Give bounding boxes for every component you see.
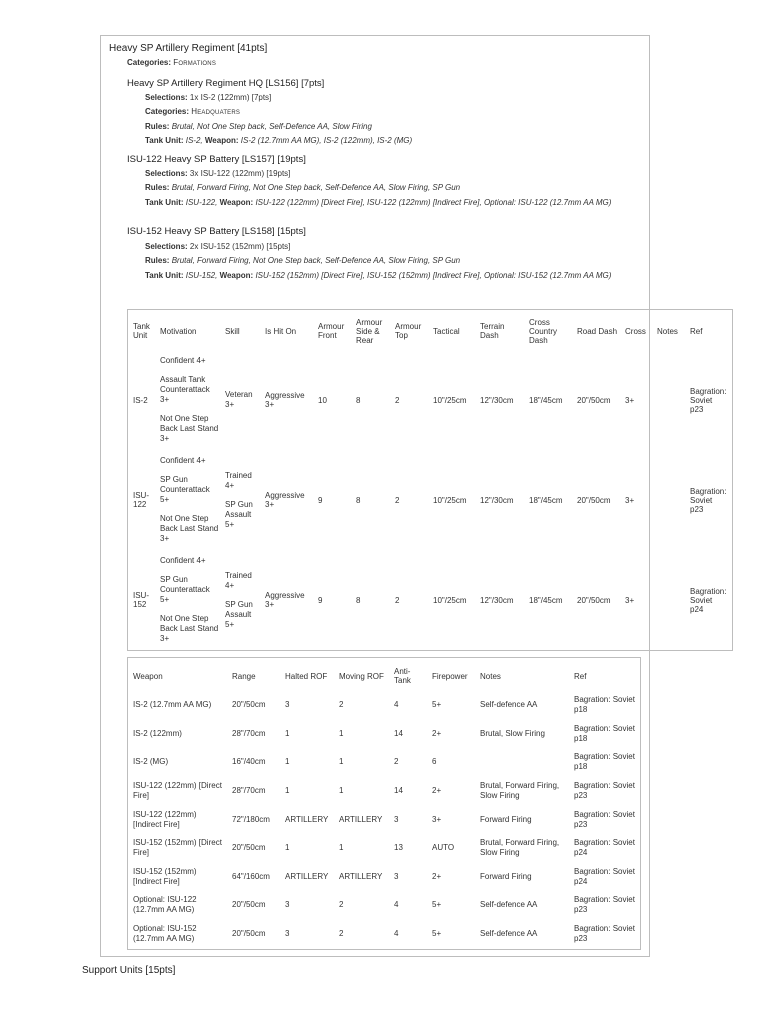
- th-road-dash: Road Dash: [577, 326, 618, 336]
- cell-anti-tank: 4: [394, 929, 399, 939]
- cell-range: 16"/40cm: [232, 757, 266, 767]
- cell-road-dash: 20"/50cm: [577, 595, 611, 605]
- cell-armour-side: 8: [356, 495, 361, 505]
- cell-tank-unit: IS-2: [133, 395, 148, 405]
- cell-firepower: AUTO: [432, 843, 455, 853]
- cell-moving-rof: ARTILLERY: [339, 871, 383, 881]
- cell-weapon-notes: Self-defence AA: [480, 900, 538, 910]
- cell-is-hit-on: Aggressive 3+: [265, 491, 305, 509]
- hq-tank-unit: Tank Unit: IS-2, Weapon: IS-2 (12.7mm AA MG), IS-2 (122mm), IS-2 (MG): [145, 136, 413, 145]
- cell-weapon-ref: Bagration: Soviet p18: [574, 752, 635, 772]
- th-firepower: Firepower: [432, 671, 468, 681]
- th-moving-rof: Moving ROF: [339, 671, 384, 681]
- cell-moving-rof: 2: [339, 900, 344, 910]
- cell-weapon: IS-2 (12.7mm AA MG): [133, 700, 212, 710]
- weapon-table-row: [130, 777, 638, 806]
- weapon-table-row: [130, 805, 638, 834]
- cell-weapon-ref: Bagration: Soviet p18: [574, 695, 635, 715]
- tank-unit-table: [130, 312, 730, 650]
- cell-tactical: 10"/25cm: [433, 495, 467, 505]
- cell-anti-tank: 4: [394, 900, 399, 910]
- cell-motivation-line: SP Gun Counterattack 5+: [160, 475, 210, 504]
- cell-motivation: [157, 450, 222, 550]
- th-weapon: Weapon: [133, 671, 163, 681]
- cell-tank-unit: ISU-122: [133, 491, 149, 509]
- cell-firepower: 5+: [432, 900, 442, 910]
- weapon-table-row: [130, 748, 638, 777]
- isu122-rules: Rules: Brutal, Forward Firing, Not One Step back, Self-Defence AA, Slow Firing, SP Gun: [145, 183, 461, 192]
- tank-table-row: [130, 450, 730, 550]
- cell-halted-rof: ARTILLERY: [285, 871, 329, 881]
- cell-skill: [222, 450, 262, 550]
- cell-weapon-ref: Bagration: Soviet p24: [574, 866, 635, 886]
- cell-motivation-line: Confident 4+: [160, 456, 206, 465]
- cell-moving-rof: 1: [339, 728, 344, 738]
- cell-notes: [654, 350, 687, 450]
- cell-range: 64"/160cm: [232, 871, 270, 881]
- cell-notes: [654, 550, 687, 650]
- cell-motivation-line: Assault Tank Counterattack 3+: [160, 375, 210, 404]
- cell-range: 20"/50cm: [232, 843, 266, 853]
- cell-motivation-line: Not One Step Back Last Stand 3+: [160, 514, 219, 543]
- cell-weapon-notes: [477, 748, 571, 777]
- th-notes: Notes: [657, 326, 678, 336]
- cell-is-hit-on: Aggressive 3+: [265, 391, 305, 409]
- cell-skill-line: Veteran 3+: [225, 390, 253, 409]
- cell-weapon-notes: Forward Firing: [480, 814, 532, 824]
- cell-firepower: 5+: [432, 700, 442, 710]
- cell-road-dash: 20"/50cm: [577, 395, 611, 405]
- th-armour-side: Armour Side & Rear: [356, 317, 383, 345]
- hq-categories: Categories: Headquaters: [145, 107, 241, 116]
- th-armour-front: Armour Front: [318, 322, 345, 340]
- cell-road-dash: 20"/50cm: [577, 495, 611, 505]
- cell-skill: [222, 550, 262, 650]
- cell-motivation-line: Not One Step Back Last Stand 3+: [160, 414, 219, 443]
- cell-weapon: IS-2 (MG): [133, 757, 169, 767]
- isu122-selections: Selections: 3x ISU-122 (122mm) [19pts]: [145, 169, 291, 178]
- th-cross: Cross: [625, 326, 646, 336]
- cell-moving-rof: 1: [339, 786, 344, 796]
- cell-skill: [222, 350, 262, 450]
- weapon-table-header-row: [130, 661, 638, 691]
- th-weapon-ref: Ref: [574, 671, 587, 681]
- cell-range: 28"/70cm: [232, 728, 266, 738]
- cell-armour-top: 2: [395, 495, 400, 505]
- hq-rules: Rules: Brutal, Not One Step back, Self-Defence AA, Slow Firing: [145, 122, 372, 131]
- weapon-table-row: [130, 891, 638, 920]
- cell-armour-front: 9: [318, 595, 323, 605]
- cell-skill-line: SP Gun Assault 5+: [225, 599, 253, 629]
- cell-firepower: 3+: [432, 814, 442, 824]
- cell-firepower: 2+: [432, 871, 442, 881]
- cell-tactical: 10"/25cm: [433, 395, 467, 405]
- cell-halted-rof: 3: [285, 900, 290, 910]
- cell-weapon-ref: Bagration: Soviet p23: [574, 809, 635, 829]
- cell-anti-tank: 2: [394, 757, 399, 767]
- cell-armour-front: 9: [318, 495, 323, 505]
- cell-halted-rof: ARTILLERY: [285, 814, 329, 824]
- cell-range: 72"/180cm: [232, 814, 270, 824]
- weapon-table-row: [130, 720, 638, 749]
- th-cross-country-dash: Cross Country Dash: [529, 317, 558, 345]
- weapon-table-row: [130, 863, 638, 892]
- isu122-section-title: ISU-122 Heavy SP Battery [LS157] [19pts]: [127, 154, 306, 165]
- cell-weapon-ref: Bagration: Soviet p23: [574, 781, 635, 801]
- cell-armour-top: 2: [395, 395, 400, 405]
- cell-anti-tank: 14: [394, 728, 403, 738]
- cell-anti-tank: 4: [394, 700, 399, 710]
- weapon-table-row: [130, 691, 638, 720]
- isu152-tank-unit: Tank Unit: ISU-152, Weapon: ISU-152 (152mm) [Direct Fire], ISU-152 (152mm) [Indirect Fire], Optional: ISU-152 (12.7mm AA MG): [145, 271, 612, 280]
- cell-weapon: ISU-122 (122mm) [Direct Fire]: [133, 781, 222, 801]
- cell-moving-rof: ARTILLERY: [339, 814, 383, 824]
- cell-halted-rof: 3: [285, 700, 290, 710]
- cell-range: 20"/50cm: [232, 900, 266, 910]
- cell-terrain-dash: 12"/30cm: [480, 595, 514, 605]
- regiment-title: Heavy SP Artillery Regiment [41pts]: [109, 43, 268, 54]
- th-is-hit-on: Is Hit On: [265, 326, 297, 336]
- weapon-table-row: [130, 834, 638, 863]
- isu152-section-title: ISU-152 Heavy SP Battery [LS158] [15pts]: [127, 226, 306, 237]
- cell-weapon-ref: Bagration: Soviet p23: [574, 924, 635, 944]
- th-terrain-dash: Terrain Dash: [480, 322, 505, 340]
- hq-section-title: Heavy SP Artillery Regiment HQ [LS156] [7pts]: [127, 78, 325, 89]
- cell-firepower: 5+: [432, 929, 442, 939]
- cell-range: 20"/50cm: [232, 929, 266, 939]
- cell-weapon-notes: Brutal, Forward Firing, Slow Firing: [480, 838, 560, 858]
- cell-armour-front: 10: [318, 395, 327, 405]
- cell-anti-tank: 3: [394, 814, 399, 824]
- cell-weapon-ref: Bagration: Soviet p23: [574, 895, 635, 915]
- cell-ref: Bagration: Soviet p24: [690, 586, 727, 614]
- cell-weapon-notes: Self-defence AA: [480, 929, 538, 939]
- cell-motivation: [157, 550, 222, 650]
- cell-halted-rof: 3: [285, 929, 290, 939]
- cell-skill-line: SP Gun Assault 5+: [225, 499, 253, 529]
- cell-skill-line: Trained 4+: [225, 570, 252, 590]
- regiment-categories: Categories: Formations: [127, 58, 217, 67]
- cell-terrain-dash: 12"/30cm: [480, 495, 514, 505]
- cell-weapon-notes: Self-defence AA: [480, 700, 538, 710]
- th-halted-rof: Halted ROF: [285, 671, 328, 681]
- th-motivation: Motivation: [160, 326, 197, 336]
- th-skill: Skill: [225, 326, 240, 336]
- isu122-tank-unit: Tank Unit: ISU-122, Weapon: ISU-122 (122mm) [Direct Fire], ISU-122 (122mm) [Indirect Fire], Optional: ISU-122 (12.7mm AA MG): [145, 198, 612, 207]
- cell-weapon: Optional: ISU-152 (12.7mm AA MG): [133, 924, 197, 944]
- cell-halted-rof: 1: [285, 757, 290, 767]
- cell-cross-country-dash: 18"/45cm: [529, 395, 563, 405]
- cell-armour-side: 8: [356, 595, 361, 605]
- th-anti-tank: Anti-Tank: [394, 667, 411, 685]
- cell-armour-side: 8: [356, 395, 361, 405]
- cell-anti-tank: 3: [394, 871, 399, 881]
- cell-moving-rof: 2: [339, 700, 344, 710]
- cell-motivation-line: Not One Step Back Last Stand 3+: [160, 614, 219, 643]
- weapon-table: [130, 661, 638, 948]
- th-ref: Ref: [690, 326, 703, 336]
- cell-weapon-ref: Bagration: Soviet p18: [574, 723, 635, 743]
- cell-range: 28"/70cm: [232, 786, 266, 796]
- cell-anti-tank: 14: [394, 786, 403, 796]
- cell-firepower: 6: [432, 757, 437, 767]
- cell-terrain-dash: 12"/30cm: [480, 395, 514, 405]
- cell-moving-rof: 1: [339, 757, 344, 767]
- cell-tank-unit: ISU-152: [133, 591, 149, 609]
- tank-table-row: [130, 550, 730, 650]
- cell-weapon-notes: Brutal, Forward Firing, Slow Firing: [480, 781, 560, 801]
- cell-skill-line: Trained 4+: [225, 470, 252, 490]
- cell-range: 20"/50cm: [232, 700, 266, 710]
- cell-cross: 3+: [625, 595, 635, 605]
- th-weapon-notes: Notes: [480, 671, 501, 681]
- th-tank-unit: Tank Unit: [133, 322, 150, 340]
- cell-motivation-line: Confident 4+: [160, 356, 206, 365]
- cell-armour-top: 2: [395, 595, 400, 605]
- cell-cross: 3+: [625, 495, 635, 505]
- tank-table-header-row: [130, 312, 730, 350]
- cell-weapon: ISU-152 (152mm) [Direct Fire]: [133, 838, 222, 858]
- cell-cross-country-dash: 18"/45cm: [529, 595, 563, 605]
- cell-halted-rof: 1: [285, 843, 290, 853]
- cell-motivation-line: Confident 4+: [160, 556, 206, 565]
- th-range: Range: [232, 671, 256, 681]
- cell-weapon-ref: Bagration: Soviet p24: [574, 838, 635, 858]
- th-tactical: Tactical: [433, 326, 460, 336]
- cell-weapon: IS-2 (122mm): [133, 728, 182, 738]
- cell-anti-tank: 13: [394, 843, 403, 853]
- cell-motivation: [157, 350, 222, 450]
- isu152-rules: Rules: Brutal, Forward Firing, Not One Step back, Self-Defence AA, Slow Firing, SP Gun: [145, 256, 461, 265]
- cell-weapon: ISU-122 (122mm) [Indirect Fire]: [133, 809, 197, 829]
- cell-weapon-notes: Forward Firing: [480, 871, 532, 881]
- cell-ref: Bagration: Soviet p23: [690, 486, 727, 514]
- cell-moving-rof: 2: [339, 929, 344, 939]
- cell-motivation-line: SP Gun Counterattack 5+: [160, 575, 210, 604]
- cell-halted-rof: 1: [285, 786, 290, 796]
- cell-firepower: 2+: [432, 728, 442, 738]
- cell-weapon-notes: Brutal, Slow Firing: [480, 728, 545, 738]
- cell-firepower: 2+: [432, 786, 442, 796]
- cell-tactical: 10"/25cm: [433, 595, 467, 605]
- tank-table-row: [130, 350, 730, 450]
- cell-cross: 3+: [625, 395, 635, 405]
- cell-weapon: ISU-152 (152mm) [Indirect Fire]: [133, 866, 197, 886]
- cell-moving-rof: 1: [339, 843, 344, 853]
- cell-cross-country-dash: 18"/45cm: [529, 495, 563, 505]
- th-armour-top: Armour Top: [395, 322, 422, 340]
- cell-ref: Bagration: Soviet p23: [690, 386, 727, 414]
- cell-is-hit-on: Aggressive 3+: [265, 591, 305, 609]
- cell-weapon: Optional: ISU-122 (12.7mm AA MG): [133, 895, 197, 915]
- hq-selections: Selections: 1x IS-2 (122mm) [7pts]: [145, 93, 272, 102]
- cell-notes: [654, 450, 687, 550]
- cell-halted-rof: 1: [285, 728, 290, 738]
- isu152-selections: Selections: 2x ISU-152 (152mm) [15pts]: [145, 242, 291, 251]
- weapon-table-row: [130, 920, 638, 949]
- support-units-title: Support Units [15pts]: [82, 965, 176, 976]
